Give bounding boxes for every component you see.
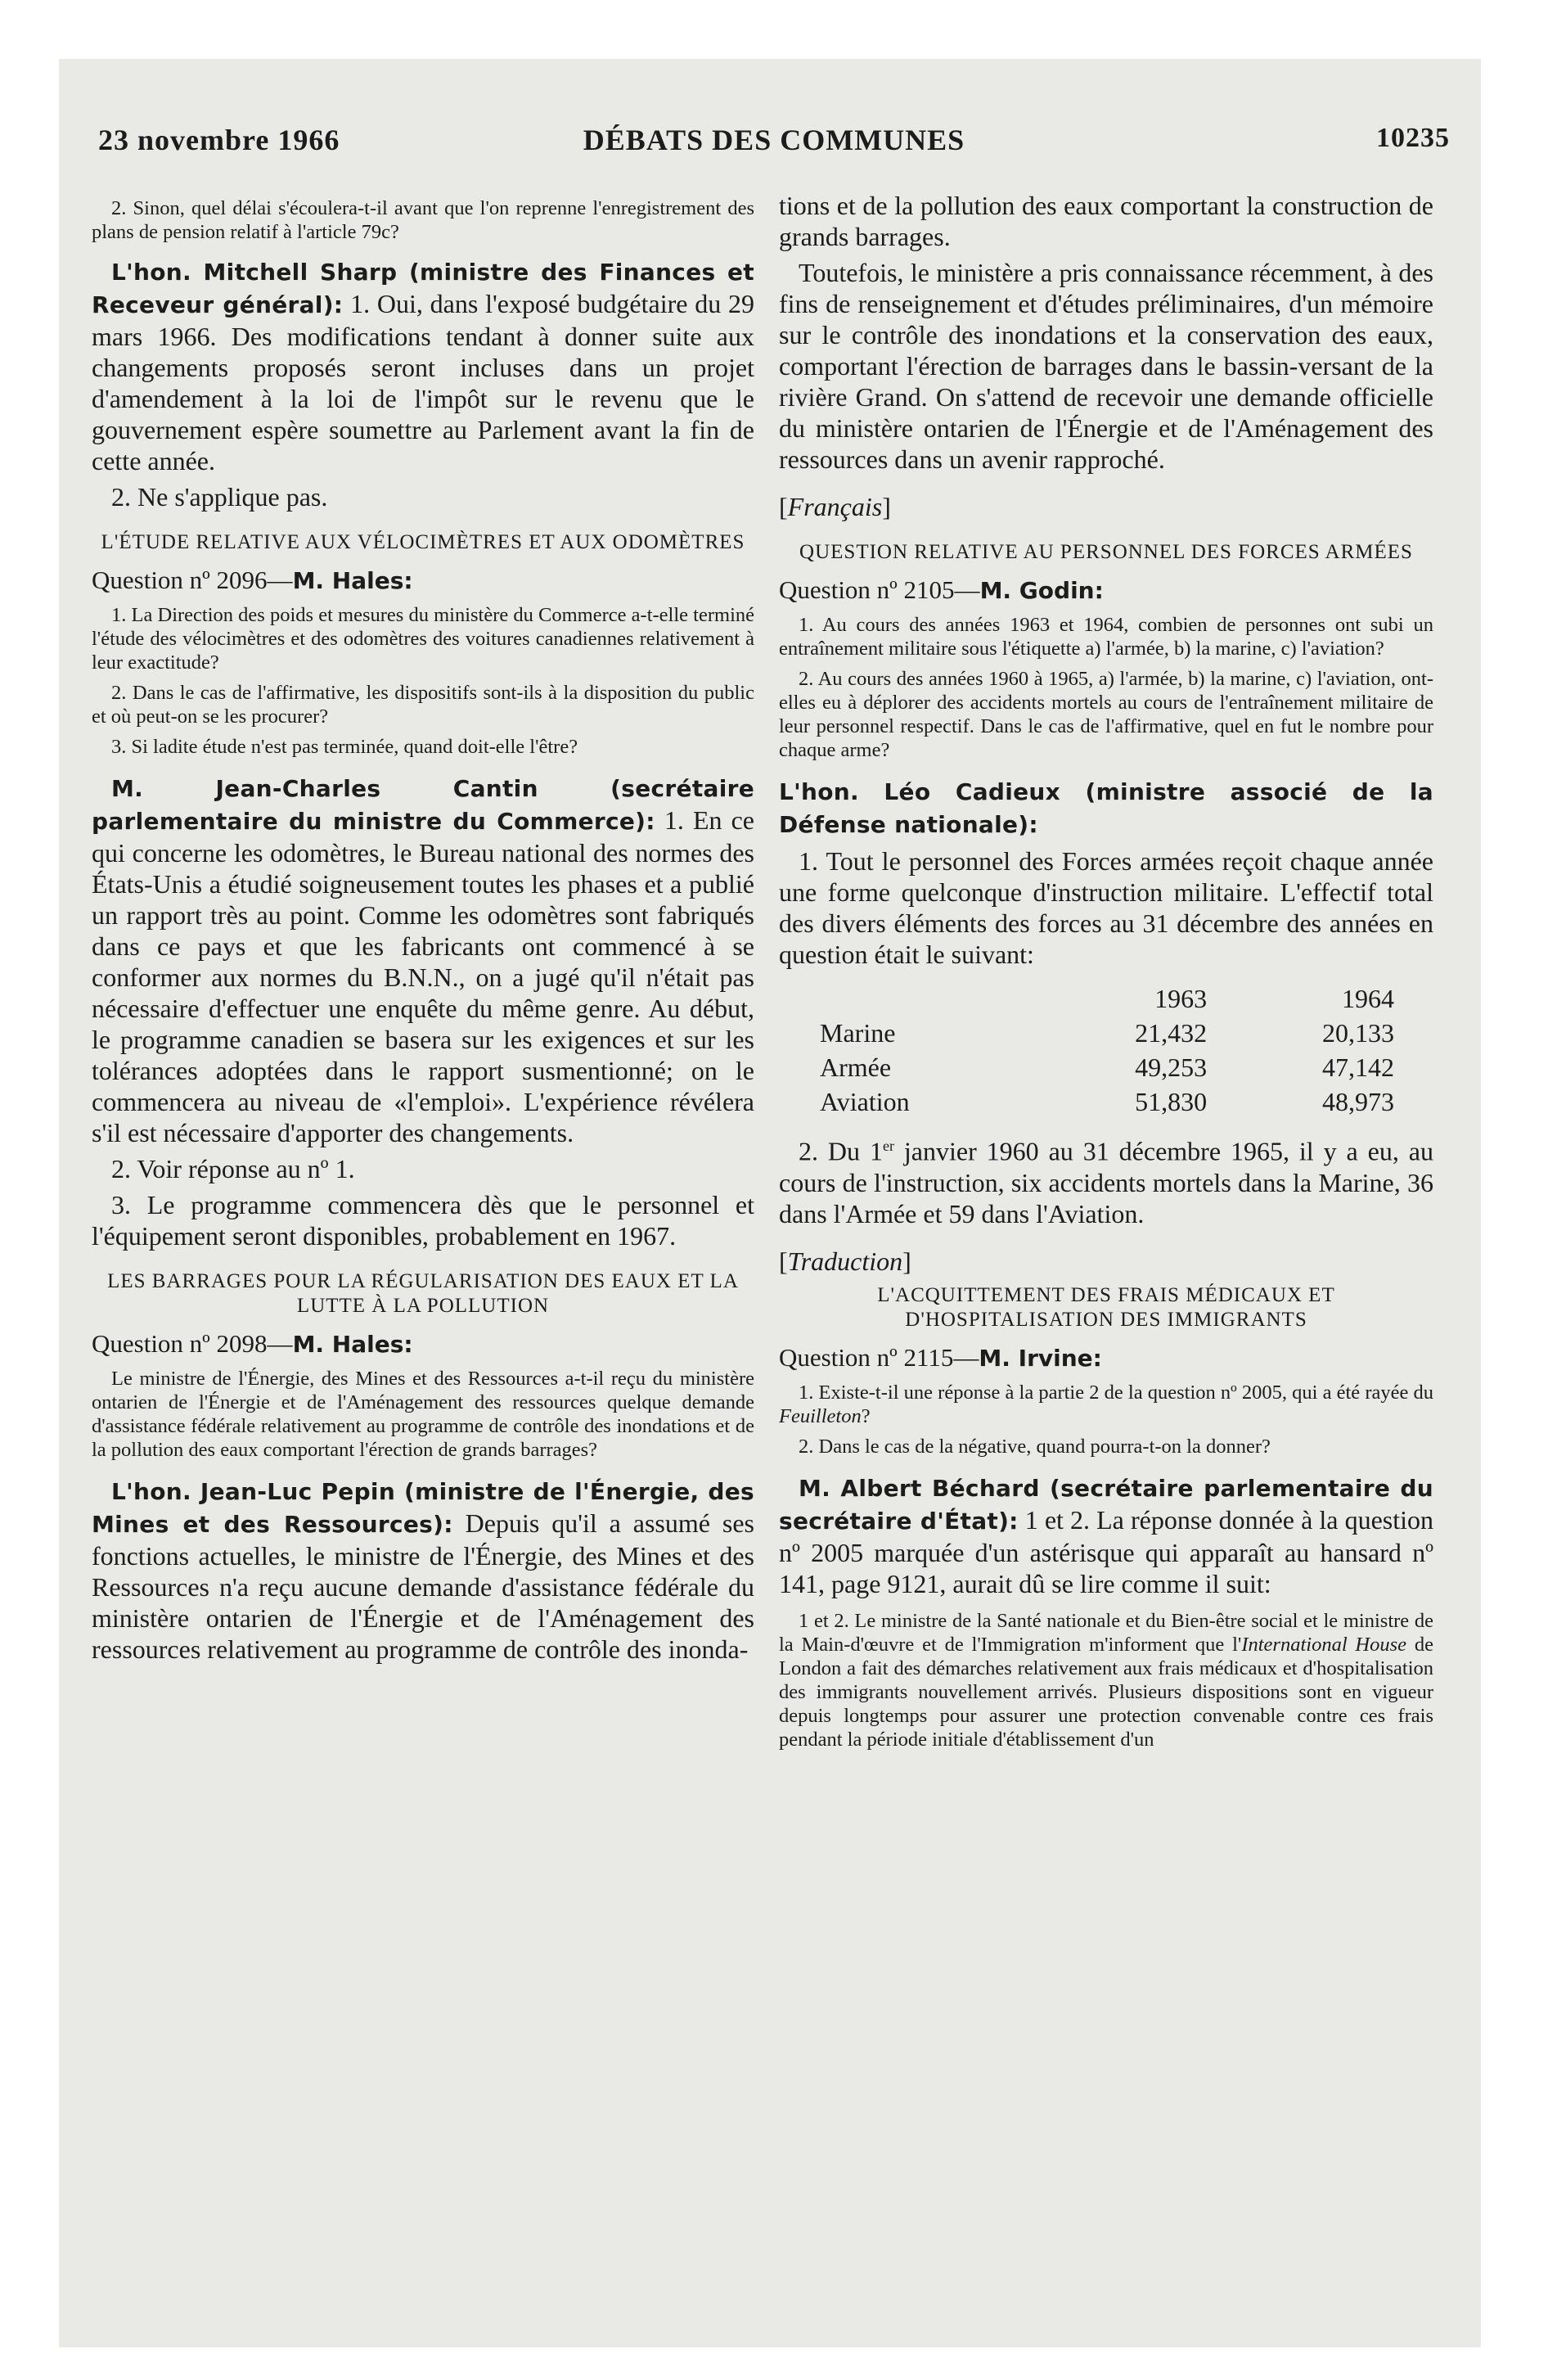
cantin-answer-2: 2. Voir réponse au nº 1. bbox=[111, 1154, 355, 1183]
question-2096-member: M. Hales: bbox=[292, 567, 413, 594]
table-cell: 20,133 bbox=[1322, 1018, 1394, 1048]
cantin-answer bbox=[92, 772, 754, 1148]
table-row-label: Armée bbox=[820, 1053, 892, 1082]
pepin-answer-toutefois: Toutefois, le ministère a pris connaissance récemment, à des fins de renseignement et d'études préliminaires, d'un mémoire sur le contrôle des inondations et la conservation des eaux, comportant l'érection de barrages dans le bassin-versant de la rivière Grand. On s'attend de recevoir une demande officielle du ministère ontarien de l'Énergie et de l'Aménagement des ressources dans un avenir rapproché. bbox=[779, 258, 1433, 474]
pepin-answer-text: Depuis qu'il a assumé ses fonctions actuelles, le ministre de l'Énergie, des Mines et des Ressources n'a reçu aucune demande d'assistance fédérale du ministère ontarien de l'Énergie et de l'Aménagement des ressources relativement au programme de contrôle des inonda- bbox=[92, 1508, 754, 1664]
forces-personnel-table bbox=[820, 981, 1433, 1119]
language-francais-label: Français bbox=[787, 492, 883, 521]
language-note-francais: [Français] bbox=[779, 492, 891, 521]
question-2098-number: Question nº 2098— bbox=[92, 1329, 293, 1358]
question-2105-part-1: 1. Au cours des années 1963 et 1964, combien de personnes ont subi un entraînement militaire sous l'étiquette a) l'armée, b) la marine, c) l'aviation? bbox=[779, 614, 1433, 660]
cantin-answer-3: 3. Le programme commencera dès que le personnel et l'équipement seront disponibles, probablement en 1967. bbox=[92, 1190, 754, 1251]
table-cell: 47,142 bbox=[1322, 1053, 1394, 1082]
sharp-answer bbox=[92, 255, 754, 476]
question-2105 bbox=[779, 575, 1433, 606]
table-row bbox=[820, 1016, 1433, 1050]
speaker-bechard: M. Albert Béchard (secrétaire parlementaire du secrétaire d'État): bbox=[779, 1474, 1433, 1535]
question-2105-number: Question nº 2105— bbox=[779, 575, 980, 604]
question-2115-member: M. Irvine: bbox=[979, 1344, 1102, 1372]
sharp-answer-2: 2. Ne s'applique pas. bbox=[111, 482, 328, 512]
table-year-1963: 1963 bbox=[1154, 984, 1208, 1013]
question-2115-number: Question nº 2115— bbox=[779, 1342, 979, 1372]
question-2115 bbox=[779, 1342, 1433, 1374]
speaker-cantin: M. Jean-Charles Cantin (secrétaire parlementaire du ministre du Commerce): bbox=[92, 775, 754, 835]
table-row bbox=[820, 1084, 1433, 1119]
question-2096-number: Question nº 2096— bbox=[92, 566, 293, 594]
speaker-pepin: L'hon. Jean-Luc Pepin (ministre de l'Énergie, des Mines et des Ressources): bbox=[92, 1478, 754, 1538]
table-row-label: Marine bbox=[820, 1018, 896, 1048]
cantin-answer-text: 1. En ce qui concerne les odomètres, le Bureau national des normes des États-Unis a étudié soigneusement toutes les phases et a publié un rapport très au point. Comme les odomètres sont fabriqués dans ce pays et que les fabricants ont commencé à se conformer aux normes du B.N.N., on a jugé qu'il n'était pas nécessaire d'effectuer une enquête du même genre. Au début, le programme canadien se basera sur les exigences et sur les tolérances adoptées dans le rapport susmentionné; on le commencera au niveau de «l'emploi». L'expérience révélera s'il est nécessaire d'apporter des changements. bbox=[92, 805, 754, 1147]
question-2-text: 2. Sinon, quel délai s'écoulera-t-il avant que l'on reprenne l'enregistrement des plans de pension relatif à l'article 79c? bbox=[92, 197, 754, 243]
question-2105-member: M. Godin: bbox=[979, 577, 1104, 604]
question-2096-part-3: 3. Si ladite étude n'est pas terminée, quand doit-elle l'être? bbox=[111, 736, 578, 758]
section-heading-frais-medicaux: L'ACQUITTEMENT DES FRAIS MÉDICAUX ET D'HOSPITALISATION DES IMMIGRANTS bbox=[877, 1283, 1335, 1331]
language-traduction-label: Traduction bbox=[787, 1246, 903, 1276]
header-date: 23 novembre 1966 bbox=[98, 124, 340, 156]
cadieux-answer-2: 2. Du 1er janvier 1960 au 31 décembre 1965, il y a eu, au cours de l'instruction, six accidents mortels dans la Marine, 36 dans l'Armée et 59 dans l'Aviation. bbox=[779, 1136, 1434, 1228]
table-header-row bbox=[820, 981, 1433, 1016]
question-2115-part-2: 2. Dans le cas de la négative, quand pourra-t-on la donner? bbox=[799, 1435, 1271, 1458]
question-2098 bbox=[92, 1328, 754, 1360]
right-column bbox=[779, 190, 1433, 1751]
cadieux-answer-1: 1. Tout le personnel des Forces armées reçoit chaque année une forme quelconque d'instruction militaire. L'effectif total des divers éléments des forces au 31 décembre des années en question était le suivant: bbox=[779, 846, 1433, 969]
question-2096-part-2: 2. Dans le cas de l'affirmative, les dispositifs sont-ils à la disposition du public et où peut-on se les procurer? bbox=[92, 682, 754, 728]
pepin-answer bbox=[92, 1475, 754, 1665]
table-row bbox=[820, 1050, 1433, 1084]
language-note-traduction: [Traduction] bbox=[779, 1246, 911, 1276]
question-2096-part-1: 1. La Direction des poids et mesures du ministère du Commerce a-t-elle terminé l'étude des vélocimètres et des odomètres des voitures canadiennes relativement à leur exactitude? bbox=[92, 604, 754, 674]
table-cell: 51,830 bbox=[1135, 1087, 1208, 1116]
left-column bbox=[92, 190, 754, 1665]
bechard-quoted-answer: 1 et 2. Le ministre de la Santé nationale et du Bien-être social et le ministre de la Main-d'œuvre et de l'Immigration m'informent que l'International House de London a fait des démarches relativement aux frais médicaux et d'hospitalisation des immigrants nouvellement arrivés. Plusieurs dispositions sont en vigueur depuis longtemps pour assurer une protection convenable contre ces frais pendant la période initiale d'établissement d'un bbox=[779, 1609, 1433, 1751]
page-sheet bbox=[59, 59, 1481, 2347]
table-cell: 21,432 bbox=[1135, 1018, 1208, 1048]
section-heading-velocimetres: L'ÉTUDE RELATIVE AUX VÉLOCIMÈTRES ET AUX ODOMÈTRES bbox=[101, 531, 745, 553]
speaker-sharp: L'hon. Mitchell Sharp (ministre des Finances et Receveur général): bbox=[92, 259, 754, 318]
table-row-label: Aviation bbox=[820, 1087, 910, 1116]
table-year-1964: 1964 bbox=[1342, 984, 1394, 1013]
question-2105-part-2: 2. Au cours des années 1960 à 1965, a) l'armée, b) la marine, c) l'aviation, ont-elles eu à déplorer des accidents mortels au cours de l'entraînement militaire de leur personnel respectif. Dans le cas de l'affirmative, quel en fut le nombre pour chaque arme? bbox=[779, 668, 1433, 761]
page-number: 10235 bbox=[1376, 123, 1450, 153]
question-2098-text: Le ministre de l'Énergie, des Mines et des Ressources a-t-il reçu du ministère ontarien de l'Énergie et de l'Aménagement des ressources quelque demande d'assistance fédérale relativement au programme de contrôle des inondations et de la pollution des eaux comportant l'érection de grands barrages? bbox=[92, 1368, 754, 1461]
question-2096 bbox=[92, 565, 754, 597]
page-header bbox=[98, 123, 1450, 172]
header-title: DÉBATS DES COMMUNES bbox=[583, 124, 965, 156]
section-heading-barrages: LES BARRAGES POUR LA RÉGULARISATION DES EAUX ET LA LUTTE À LA POLLUTION bbox=[107, 1270, 739, 1317]
question-2098-member: M. Hales: bbox=[292, 1331, 413, 1358]
bechard-answer-text: 1 et 2. La réponse donnée à la question nº 2005 marquée d'un astérisque qui apparaît au hansard nº 141, page 9121, aurait dû se lire comme il suit: bbox=[779, 1504, 1434, 1598]
speaker-cadieux: L'hon. Léo Cadieux (ministre associé de la Défense nationale): bbox=[779, 778, 1433, 838]
section-heading-forces-armees: QUESTION RELATIVE AU PERSONNEL DES FORCES ARMÉES bbox=[799, 541, 1413, 563]
question-2115-part-1: 1. Existe-t-il une réponse à la partie 2 de la question nº 2005, qui a été rayée du Feuilleton? bbox=[779, 1381, 1433, 1427]
cadieux-speaker-line bbox=[779, 775, 1433, 841]
pepin-answer-continued: tions et de la pollution des eaux comportant la construction de grands barrages. bbox=[779, 191, 1433, 251]
table-cell: 48,973 bbox=[1322, 1087, 1394, 1116]
sharp-answer-text: 1. Oui, dans l'exposé budgétaire du 29 mars 1966. Des modifications tendant à donner suite aux changements proposés seront incluses dans un projet d'amendement à la loi de l'impôt sur le revenu que le gouvernement espère soumettre au Parlement avant la fin de cette année. bbox=[92, 289, 754, 476]
bechard-answer bbox=[779, 1472, 1433, 1599]
table-cell: 49,253 bbox=[1135, 1053, 1208, 1082]
